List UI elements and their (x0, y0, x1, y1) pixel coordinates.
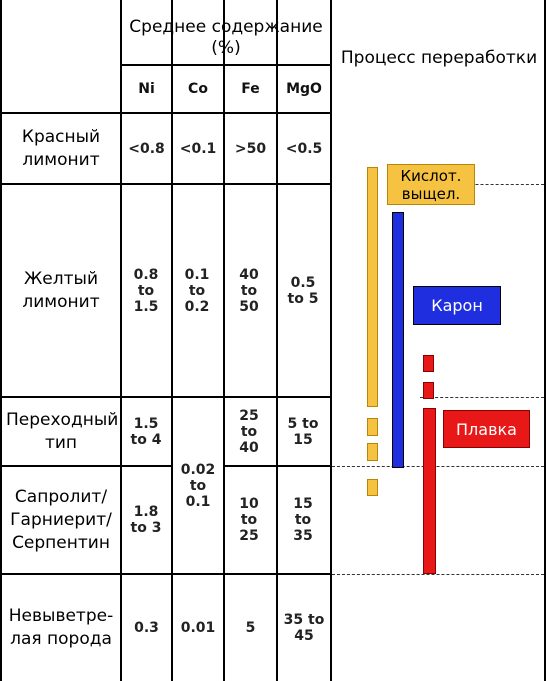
row-red-limonite-name (2, 114, 120, 183)
smelting-segment (423, 382, 434, 399)
row-transition-mgo: 5 to 15 (287, 415, 319, 448)
column-ni: Ni (138, 81, 155, 97)
column-co: Co (188, 81, 208, 97)
caron-label-text: Карон (431, 296, 483, 315)
row-saprolite-name (2, 467, 120, 573)
smelting-bar (423, 408, 436, 574)
row-name-text: Желтый лимонит (22, 268, 100, 312)
column-mgo: MgO (286, 81, 322, 97)
content-header (122, 14, 330, 62)
row-saprolite-mgo: 15 to 35 (293, 496, 313, 544)
row-name-text: Невыветре- лая порода (8, 606, 114, 649)
row-unweathered-fe: 5 (245, 620, 256, 636)
row-name-text: Красный лимонит (21, 126, 101, 170)
caron-label (413, 286, 501, 325)
boundary-dash-yellow-transition (420, 397, 544, 398)
merged-co-value: 0.02 to 0.1 (180, 461, 216, 510)
column-fe: Fe (241, 81, 260, 97)
row-transition-fe: 25 to 40 (239, 407, 259, 456)
process-header-text: Процесс переработки (340, 47, 538, 68)
row-name-text: Переходный тип (6, 409, 119, 453)
row-yellow-limonite-name (2, 185, 120, 396)
row-unweathered-mgo: 35 to 45 (283, 612, 325, 644)
grid-vline-5 (330, 0, 332, 681)
row-unweathered-ni: 0.3 (134, 620, 159, 636)
boundary-dash-transition-saprolite (332, 466, 544, 467)
row-transition-ni: 1.5 to 4 (130, 415, 162, 448)
content-header-text: Среднее содержание (%) (129, 17, 323, 58)
acid-leaching-label (387, 164, 475, 205)
row-yellow-limonite-mgo: 0.5 to 5 (287, 274, 319, 307)
row-transition-name (2, 398, 120, 465)
acid-leaching-segment (367, 443, 378, 461)
acid-leaching-segment (367, 418, 378, 436)
acid-leaching-segment (367, 479, 378, 496)
row-red-limonite-co: <0.1 (179, 140, 217, 157)
acid-leaching-bar (367, 167, 378, 407)
row-red-limonite-fe: >50 (234, 140, 267, 157)
row-unweathered-name (2, 575, 120, 681)
row-name-text: Сапролит/ Гарниерит/ Серпентин (10, 486, 112, 553)
caron-bar (392, 212, 404, 468)
smelting-label (443, 410, 530, 448)
row-unweathered-co: 0.01 (180, 620, 216, 636)
row-yellow-limonite-ni: 0.8 to 1.5 (133, 266, 159, 315)
smelting-label-text: Плавка (456, 419, 517, 439)
acid-leaching-label-text: Кислот. выщел. (400, 166, 462, 203)
row-yellow-limonite-fe: 40 to 50 (239, 266, 259, 315)
process-header (332, 40, 546, 76)
row-saprolite-ni: 1.8 to 3 (130, 504, 162, 536)
boundary-dash-saprolite-rock (332, 574, 544, 575)
row-yellow-limonite-co: 0.1 to 0.2 (184, 266, 210, 315)
row-red-limonite-ni: <0.8 (128, 140, 165, 157)
smelting-segment (423, 355, 434, 372)
row-saprolite-fe: 10 to 25 (239, 496, 259, 544)
row-red-limonite-mgo: <0.5 (285, 140, 323, 157)
